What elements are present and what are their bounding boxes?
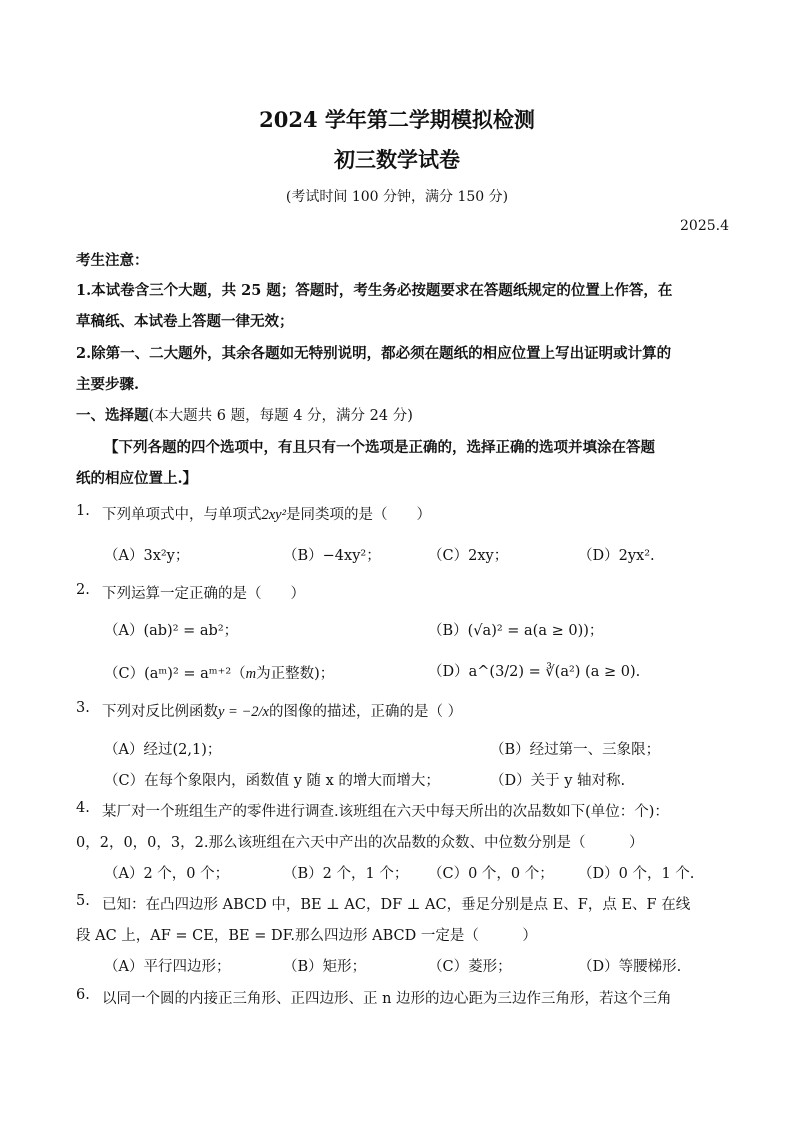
q1-option-d: （D）2yx². (578, 548, 655, 564)
section-instruction-cont: 纸的相应位置上.】 (76, 470, 198, 487)
q4-option-d: （D）0 个，1 个. (578, 866, 695, 882)
q2-option-c: （C）(aᵐ)² = aᵐ⁺²（m为正整数)； (104, 666, 335, 682)
q6-stem: 以同一个圆的内接正三角形、正四边形、正 n 边形的边心距为三边作三角形，若这个三角 (102, 991, 672, 1007)
notice-item-1-cont: 草稿纸、本试卷上答题一律无效； (76, 313, 294, 330)
exam-subtitle: 初三数学试卷 (334, 147, 460, 172)
q2-number: 2. (76, 582, 90, 598)
q3-expr: y = −2/x (218, 704, 269, 720)
q4-stem: 某厂对一个班组生产的零件进行调查.该班组在六天中每天所出的次品数如下(单位：个)： (102, 804, 669, 820)
section-heading-detail: (本大题共 6 题，每题 4 分，满分 24 分) (148, 408, 413, 424)
q1-stem: 下列单项式中，与单项式2xy²是同类项的是（ ） (102, 507, 431, 523)
q3-option-d: （D）关于 y 轴对称. (490, 773, 626, 789)
q5-option-a: （A）平行四边形； (104, 959, 231, 975)
exam-info: (考试时间 100 分钟，满分 150 分) (285, 189, 509, 205)
q5-option-d: （D）等腰梯形. (578, 959, 682, 975)
notice-item-2: 2.除第一、二大题外，其余各题如无特别说明，都必须在题纸的相应位置上写出证明或计算的 (76, 345, 672, 362)
exam-date: 2025.4 (680, 218, 729, 234)
q2-stem: 下列运算一定正确的是（ ） (102, 586, 305, 602)
q2-option-d: （D）a^(3/2) = ∛(a²) (a ≥ 0). (428, 664, 641, 680)
q4-number: 4. (76, 800, 90, 816)
q6-number: 6. (76, 987, 90, 1003)
q5-option-c: （C）菱形； (428, 959, 512, 975)
q2-option-b: （B）(√a)² = a(a ≥ 0))； (428, 623, 604, 639)
notice-item-1: 1.本试卷含三个大题，共 25 题；答题时，考生务必按题要求在答题纸规定的位置上作答，在 (76, 282, 673, 299)
q5-stem: 已知：在凸四边形 ABCD 中，BE ⊥ AC，DF ⊥ AC，垂足分别是点 E、F，点 E、F 在线 (102, 897, 691, 913)
notice-item-2-cont: 主要步骤. (76, 376, 140, 393)
q3-option-b: （B）经过第一、三象限； (490, 742, 661, 758)
q3-option-a: （A）经过(2,1)； (104, 742, 222, 758)
q1-option-a: （A）3x²y； (104, 548, 190, 564)
q1-number: 1. (76, 503, 90, 519)
q2-option-a: （A）(ab)² = ab²； (104, 623, 239, 639)
section-heading (76, 404, 413, 425)
q3-stem: 下列对反比例函数y = −2/x的图像的描述，正确的是（ ） (102, 704, 463, 720)
notice-heading: 考生注意： (76, 252, 149, 269)
q1-option-b: （B）−4xy²； (283, 548, 381, 564)
q3-option-c: （C）在每个象限内，函数值 y 随 x 的增大而增大； (104, 773, 440, 789)
q4-option-a: （A）2 个，0 个； (104, 866, 230, 882)
exam-title: 2024 学年第二学期模拟检测 (259, 107, 535, 132)
q4-option-b: （B）2 个，1 个； (283, 866, 409, 882)
q1-option-c: （C）2xy； (428, 548, 509, 564)
section-heading-title: 一、选择题 (76, 407, 149, 424)
q4-option-c: （C）0 个，0 个； (428, 866, 554, 882)
q5-stem-cont: 段 AC 上，AF = CE，BE = DF.那么四边形 ABCD 一定是（ ） (76, 928, 537, 944)
q5-number: 5. (76, 893, 90, 909)
q4-stem-cont: 0，2，0，0，3，2.那么该班组在六天中产出的次品数的众数、中位数分别是（ ） (76, 835, 644, 851)
q5-option-b: （B）矩形； (283, 959, 367, 975)
section-instruction: 【下列各题的四个选项中，有且只有一个选项是正确的，选择正确的选项并填涂在答题 (104, 439, 655, 456)
q3-number: 3. (76, 700, 90, 716)
q1-expr: 2xy² (261, 507, 286, 523)
